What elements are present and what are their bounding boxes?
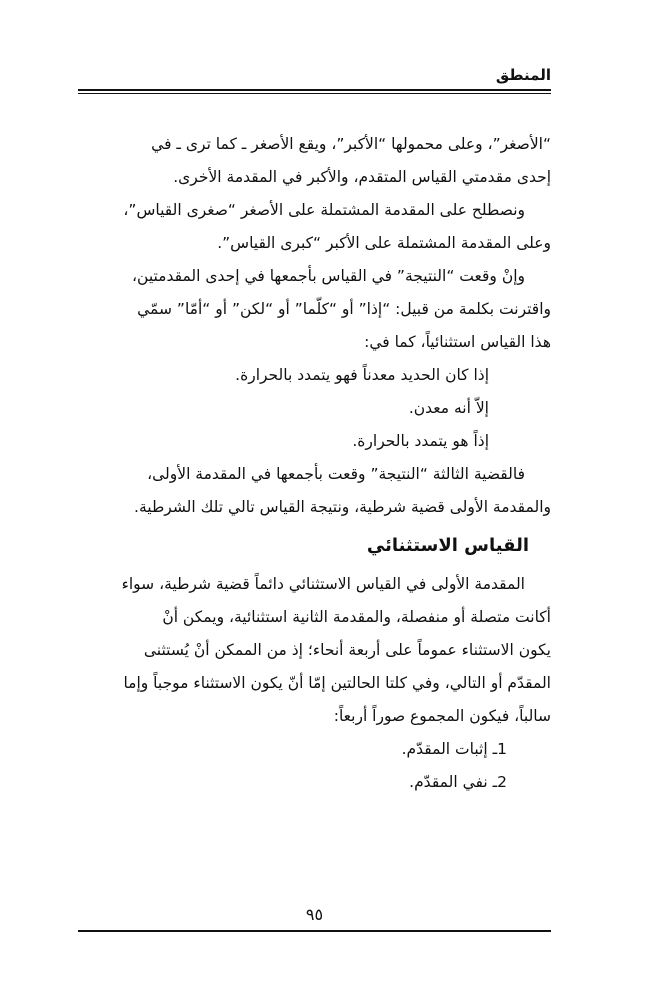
paragraph-5 (78, 568, 551, 733)
paragraph-1 (78, 128, 551, 194)
text-line: إحدى مقدمتي القياس المتقدم، والأكبر في المقدمة الأخرى. (173, 168, 551, 186)
numbered-list (78, 733, 551, 799)
example-line: إذا كان الحديد معدناً فهو يتمدد بالحرارة. (235, 366, 489, 384)
text-line: أكانت متصلة أو منفصلة، والمقدمة الثانية استثنائية، ويمكن أنْ (162, 608, 551, 626)
list-item: 2ـ نفي المقدّم. (409, 773, 507, 791)
text-line: والمقدمة الأولى قضية شرطية، ونتيجة القياس تالي تلك الشرطية. (134, 498, 551, 516)
running-header (78, 66, 551, 96)
page-footer (78, 905, 551, 935)
text-line: المقدمة الأولى في القياس الاستثنائي دائماً قضية شرطية، سواء (121, 575, 525, 593)
paragraph-2 (78, 194, 551, 260)
text-line: وإنْ وقعت “النتيجة” في القياس بأجمعها في إحدى المقدمتين، (132, 267, 525, 285)
page-body (78, 128, 551, 799)
example-line: إلاّ أنه معدن. (408, 399, 489, 417)
list-item: 1ـ إثبات المقدّم. (401, 740, 507, 758)
example-line: إذاً هو يتمدد بالحرارة. (352, 432, 489, 450)
paragraph-4 (78, 458, 551, 524)
header-title: المنطق (495, 66, 551, 84)
text-line: ونصطلح على المقدمة المشتملة على الأصغر “صغرى القياس”، (123, 201, 525, 219)
section-heading: القياس الاستثنائي (366, 535, 529, 556)
page-number: ٩٥ (305, 905, 324, 924)
text-line: واقترنت بكلمة من قبيل: “إذا” أو “كلّما” أو “لكن” أو “أمّا” سمّي (137, 300, 551, 318)
text-line: المقدّم أو التالي، وفي كلتا الحالتين إمّا أنّ يكون الاستثناء موجباً وإما (123, 674, 551, 692)
text-line: وعلى المقدمة المشتملة على الأكبر “كبرى القياس”. (217, 234, 551, 252)
text-line: يكون الاستثناء عموماً على أربعة أنحاء؛ إذ من الممكن أنْ يُستثنى (143, 641, 551, 659)
text-line: سالباً، فيكون المجموع صوراً أربعاً: (333, 707, 551, 725)
example-block (78, 359, 551, 458)
text-line: “الأصغر”، وعلى محمولها “الأكبر”، ويقع الأصغر ـ كما ترى ـ في (151, 135, 551, 153)
text-line: فالقضية الثالثة “النتيجة” وقعت بأجمعها في المقدمة الأولى، (147, 465, 525, 483)
footer-rule (78, 930, 551, 932)
header-rule (78, 89, 551, 94)
paragraph-3 (78, 260, 551, 359)
text-line: هذا القياس استثنائياً، كما في: (364, 333, 551, 351)
